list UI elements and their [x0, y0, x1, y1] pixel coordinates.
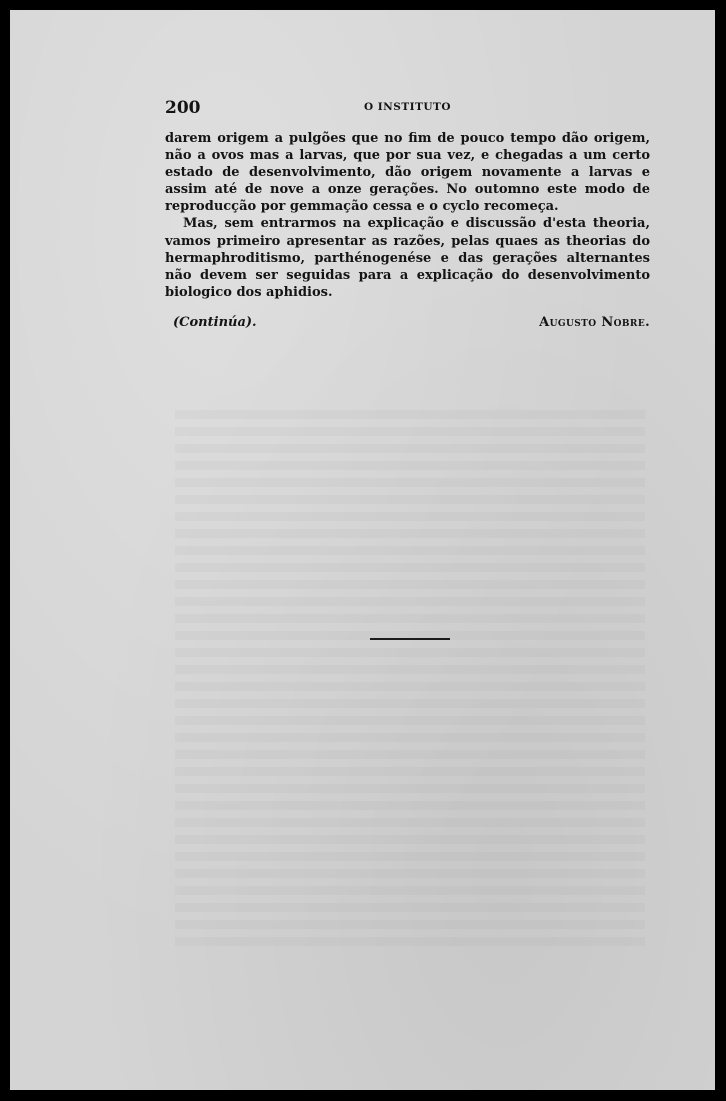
- paragraph: darem origem a pulgões que no fim de pouco tempo dão origem, não a ovos mas a larvas, que por sua vez, e chegadas a um certo estado de desenvolvimento, dão origem novamente a larvas e assim até de nove a onze gerações. No outomno este modo de reproducção por gemmação cessa e o cyclo recomeça.: [165, 131, 650, 215]
- body-text: [165, 130, 650, 301]
- end-rule: [370, 638, 450, 640]
- continuation-note: (Continúa).: [173, 314, 257, 330]
- show-through-background: [175, 410, 645, 950]
- page-header: [165, 98, 650, 120]
- document-page: [10, 10, 715, 1090]
- page-number: 200: [165, 98, 201, 118]
- author-signature: Augusto Nobre.: [539, 314, 650, 330]
- paragraph: Mas, sem entrarmos na explicação e discussão d'esta theoria, vamos primeiro apresentar as razões, pelas quaes as theorias do hermaphroditismo, parthénogenése e das gerações alternantes não devem ser seguidas para a explicação do desenvolvimento biologico dos aphidios.: [165, 216, 650, 300]
- page-content: [165, 98, 650, 335]
- running-title: O INSTITUTO: [363, 101, 452, 113]
- signature-line: [165, 315, 650, 335]
